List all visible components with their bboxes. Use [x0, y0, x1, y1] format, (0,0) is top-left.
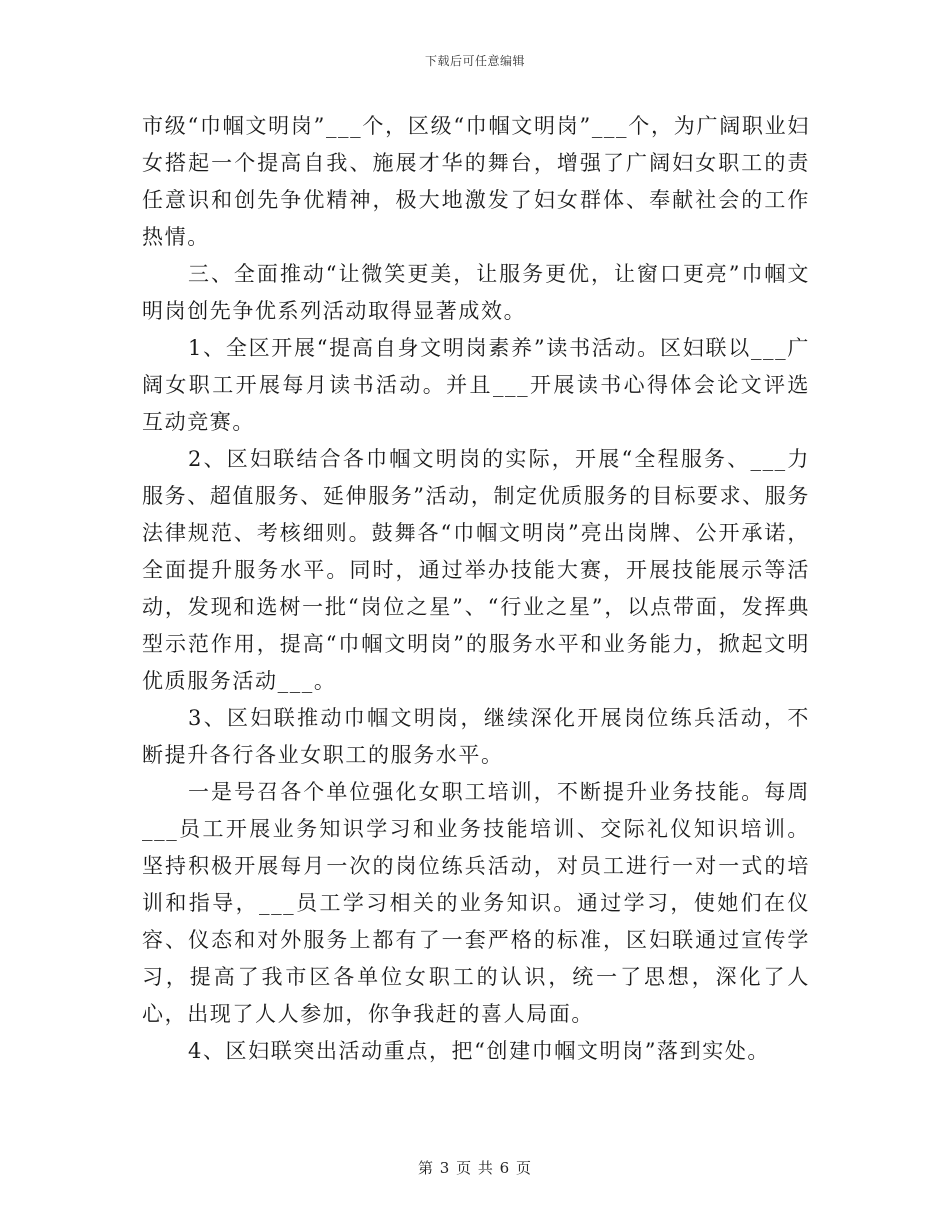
paragraph-continuation: 市级“巾帼文明岗”___个，区级“巾帼文明岗”___个，为广阔职业妇女搭起一个提高自我、施展才华的舞台，增强了广阔妇女职工的责任意识和创先争优精神，极大地激发了妇女群体、奉献社会的工作热情。: [142, 114, 810, 249]
page-header: 下载后可任意编辑: [424, 54, 525, 68]
paragraph-item-3: 3、区妇联推动巾帼文明岗，继续深化开展岗位练兵活动，不断提升各行各业女职工的服务水平。: [142, 706, 810, 767]
document-body: [142, 108, 810, 1070]
paragraph-point-one: 一是号召各个单位强化女职工培训，不断提升业务技能。每周___员工开展业务知识学习和业务技能培训、交际礼仪知识培训。坚持积极开展每月一次的岗位练兵活动，对员工进行一对一式的培训和指导，___员工学习相关的业务知识。通过学习，使她们在仪容、仪态和对外服务上都有了一套严格的标准，区妇联通过宣传学习，提高了我市区各单位女职工的认识，统一了思想，深化了人心，出现了人人参加，你争我赶的喜人局面。: [142, 780, 810, 1026]
paragraph-item-2: 2、区妇联结合各巾帼文明岗的实际，开展“全程服务、___力服务、超值服务、延伸服务”活动，制定优质服务的目标要求、服务法律规范、考核细则。鼓舞各“巾帼文明岗”亮出岗牌、公开承诺，全面提升服务水平。同时，通过举办技能大赛，开展技能展示等活动，发现和选树一批“岗位之星”、“行业之星”，以点带面，发挥典型示范作用，提高“巾帼文明岗”的服务水平和业务能力，掀起文明优质服务活动___。: [142, 447, 810, 693]
paragraph-item-4: 4、区妇联突出活动重点，把“创建巾帼文明岗”落到实处。: [188, 1039, 771, 1063]
paragraph-section-three-heading: 三、全面推动“让微笑更美，让服务更优，让窗口更亮”巾帼文明岗创先争优系列活动取得显著成效。: [142, 262, 810, 323]
paragraph-item-1: 1、全区开展“提高自身文明岗素养”读书活动。区妇联以___广阔女职工开展每月读书活动。并且___开展读书心得体会论文评选互动竞赛。: [142, 336, 810, 434]
page-number-footer: 第 3 页 共 6 页: [418, 1159, 532, 1177]
